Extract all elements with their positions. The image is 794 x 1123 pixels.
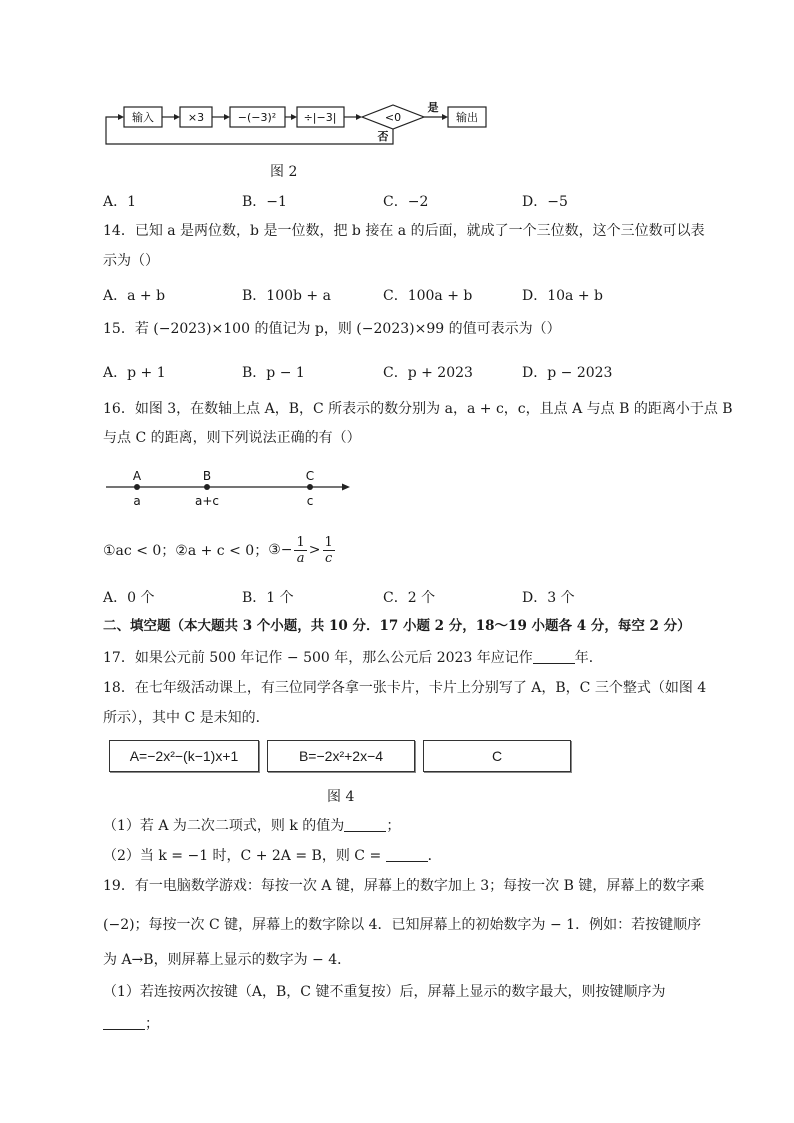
point-b-value: a+c — [194, 494, 220, 508]
q16-text-line1: 16．如图 3，在数轴上点 A，B，C 所表示的数分别为 a，a + c，c，且点 A 与点 B 的距离小于点 B — [103, 401, 733, 417]
q19-part-1-end: ； — [145, 1016, 159, 1032]
q18-part-2-blank[interactable] — [386, 847, 428, 862]
q18-text-line1: 18．在七年级活动课上，有三位同学各拿一张卡片，卡片上分别写了 A，B，C 三个整式（如图 4 — [103, 680, 707, 696]
q15-option-d: D．p − 2023 — [522, 365, 613, 381]
q16-fraction-1-over-a — [294, 535, 306, 566]
q15-option-a: A．p + 1 — [103, 365, 166, 381]
fraction-1-numerator: 1 — [296, 534, 305, 550]
q18-part-1-blank[interactable] — [344, 817, 386, 832]
q19-text-line3: 为 A→B，则屏幕上显示的数字为 − 4． — [103, 952, 352, 968]
q16-greater-than: > — [308, 542, 321, 558]
q19-text-line1: 19．有一电脑数学游戏：每按一次 A 键，屏幕上的数字加上 3；每按一次 B 键，屏幕上的数字乘 — [103, 878, 705, 894]
q14-option-a: A．a + b — [103, 288, 166, 304]
q16-fraction-1-over-c — [323, 535, 335, 566]
q13-option-c: C．−2 — [383, 194, 429, 210]
point-c-dot — [307, 484, 313, 490]
q14-text-line2: 示为（） — [103, 253, 159, 269]
point-b-letter: B — [202, 469, 212, 483]
q16-option-b: B．1 个 — [242, 590, 294, 606]
flowchart-figure-2 — [100, 98, 500, 150]
point-b-dot — [204, 484, 210, 490]
q17-text — [103, 648, 603, 668]
fraction-2-numerator: 1 — [324, 534, 333, 550]
point-c-letter: C — [305, 469, 315, 483]
q14-text-line1: 14．已知 a 是两位数，b 是一位数，把 b 接在 a 的后面，就成了一个三位数，这个三位数可以表 — [103, 223, 705, 239]
q17-text-before: 17．如果公元前 500 年记作 − 500 年，那么公元后 2023 年应记作 — [103, 650, 533, 666]
point-a-letter: A — [132, 469, 142, 483]
q14-option-b: B．100b + a — [242, 288, 331, 304]
q19-text-line5 — [103, 1014, 159, 1034]
q18-text-line2: 所示），其中 C 是未知的． — [103, 710, 270, 726]
card-b: B=−2x²+2x−4 — [267, 740, 415, 772]
q17-text-after: 年． — [574, 650, 603, 666]
fraction-2-denominator: c — [325, 550, 333, 566]
q18-part-2-text: （2）当 k = −1 时，C + 2A = B，则 C = — [103, 848, 382, 864]
q16-statement-1: ①ac < 0； — [103, 543, 176, 559]
q18-part-1 — [103, 816, 400, 836]
section-2-title: 二、填空题（本大题共 3 个小题，共 10 分．17 小题 2 分，18～19 小题各 4 分，每空 2 分） — [103, 618, 691, 634]
q16-option-a: A．0 个 — [103, 590, 155, 606]
flow-no-label: 否 — [377, 130, 389, 143]
card-a: A=−2x²−(k−1)x+1 — [109, 740, 259, 772]
figure-2-caption: 图 2 — [270, 164, 298, 180]
flow-output-label: 输出 — [456, 111, 478, 124]
q17-answer-blank[interactable] — [533, 649, 575, 664]
point-a-value: a — [133, 494, 141, 508]
q16-statement-2: ②a + c < 0； — [175, 543, 269, 559]
q19-text-line2: (−2)；每按一次 C 键，屏幕上的数字除以 4．已知屏幕上的初始数字为 − 1．例如：若按键顺序 — [103, 917, 702, 933]
fraction-1-denominator: a — [296, 550, 305, 566]
q15-text: 15．若 (−2023)×100 的值记为 p，则 (−2023)×99 的值可表示为（） — [103, 321, 561, 337]
q13-option-b: B．−1 — [242, 194, 287, 210]
flow-divide-abs-label: ÷|−3| — [303, 111, 337, 124]
q16-statement-3-prefix: ③− — [268, 542, 293, 558]
q16-option-c: C．2 个 — [383, 590, 436, 606]
q16-statements — [103, 532, 337, 568]
q19-text-line4: （1）若连按两次按键（A，B，C 键不重复按）后，屏幕上显示的数字最大，则按键顺序为 — [103, 984, 666, 1000]
q16-option-d: D．3 个 — [522, 590, 575, 606]
flow-input-label: 输入 — [132, 111, 154, 124]
q18-part-1-text: （1）若 A 为二次二项式，则 k 的值为 — [103, 818, 345, 834]
point-c-value: c — [306, 494, 314, 508]
q18-part-2-end: ． — [427, 848, 442, 864]
figure-4-caption: 图 4 — [327, 789, 355, 805]
q19-part-1-blank[interactable] — [103, 1015, 145, 1030]
number-line-figure-3 — [104, 466, 354, 512]
q18-part-1-end: ； — [386, 818, 401, 834]
q13-option-a: A．1 — [103, 194, 137, 210]
flow-times3-label: ×3 — [187, 111, 205, 124]
card-c: C — [423, 740, 571, 772]
q14-option-d: D．10a + b — [522, 288, 603, 304]
q15-option-c: C．p + 2023 — [383, 365, 473, 381]
flow-yes-label: 是 — [427, 101, 439, 114]
flow-minus-square-label: −(−3)² — [237, 111, 277, 124]
point-a-dot — [134, 484, 140, 490]
q13-option-d: D．−5 — [522, 194, 568, 210]
q14-option-c: C．100a + b — [383, 288, 473, 304]
q18-part-2 — [103, 846, 442, 866]
q16-text-line2: 与点 C 的距离，则下列说法正确的有（） — [103, 430, 361, 446]
q15-option-b: B．p − 1 — [242, 365, 305, 381]
flow-diamond-label: <0 — [384, 111, 402, 124]
